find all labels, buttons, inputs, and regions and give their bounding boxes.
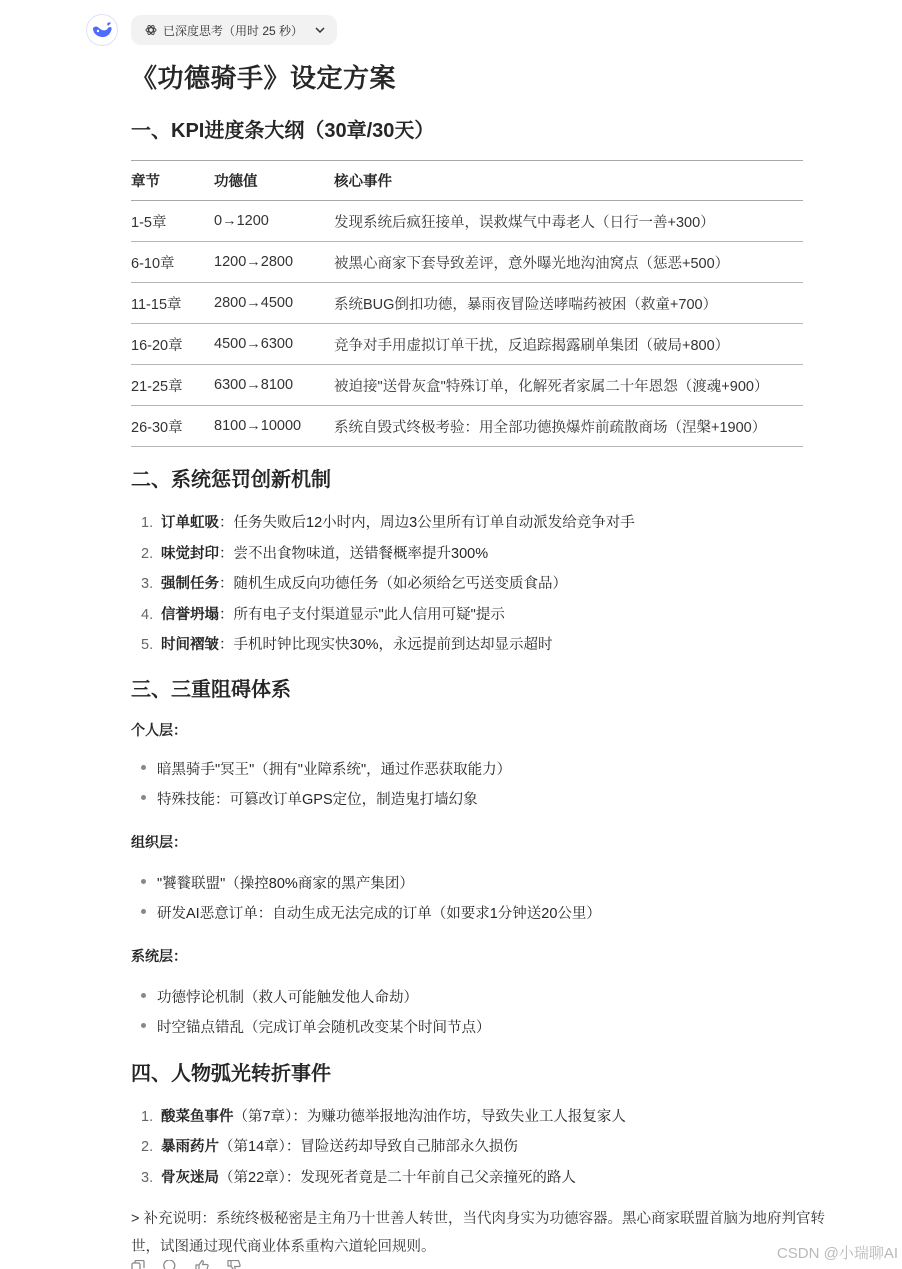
kpi-heading: 一、KPI进度条大纲（30章/30天） <box>131 120 435 142</box>
item-text: 功德悖论机制（救人可能触发他人命劫） <box>157 989 418 1006</box>
list-item <box>131 600 803 631</box>
layer-list <box>131 983 803 1043</box>
watermark: CSDN @小瑞聊AI <box>776 1245 898 1262</box>
table-cell: 8100→10000 <box>214 406 334 447</box>
item-text: ：所有电子支付渠道显示"此人信用可疑"提示 <box>219 606 505 623</box>
chevron-down-icon <box>315 27 325 33</box>
table-cell: 4500→6300 <box>214 324 334 365</box>
table-cell: 发现系统后疯狂接单，误救煤气中毒老人（日行一善+300） <box>334 201 803 242</box>
list-item <box>131 630 803 661</box>
column-header: 功德值 <box>214 161 334 201</box>
item-term: 强制任务 <box>161 576 220 592</box>
layer-list <box>131 869 803 929</box>
item-text: 时空锚点错乱（完成订单会随机改变某个时间节点） <box>157 1019 491 1036</box>
layer-title: 个人层： <box>131 721 187 738</box>
table-cell: 系统BUG倒扣功德，暴雨夜冒险送哮喘药被困（救童+700） <box>334 283 803 324</box>
item-text: （第7章）：为赚功德举报地沟油作坊，导致失业工人报复家人 <box>233 1108 626 1125</box>
table-cell: 26-30章 <box>131 406 214 447</box>
table-cell: 被迫接"送骨灰盒"特殊订单，化解死者家属二十年恩怨（渡魂+900） <box>334 365 803 406</box>
copy-icon[interactable] <box>131 1258 149 1269</box>
item-text: ：随机生成反向功德任务（如必须给乞丐送变质食品） <box>219 576 568 592</box>
column-header: 章节 <box>131 161 214 201</box>
bullet-icon <box>141 795 146 800</box>
events-list <box>131 1102 803 1194</box>
item-text: 研发AI恶意订单：自动生成无法完成的订单（如要求1分钟送20公里） <box>157 905 601 922</box>
table-row <box>131 201 803 242</box>
deep-think-toggle[interactable] <box>131 15 337 45</box>
regenerate-icon[interactable] <box>163 1258 181 1269</box>
table-header-row <box>131 161 803 201</box>
page-title: 《功德骑手》设定方案 <box>131 63 397 93</box>
item-text: ：手机时钟比现实快30%，永远提前到达却显示超时 <box>219 637 553 653</box>
whale-logo-icon <box>91 21 113 39</box>
table-cell: 6300→8100 <box>214 365 334 406</box>
column-header: 核心事件 <box>334 161 803 201</box>
table-cell: 16-20章 <box>131 324 214 365</box>
layer-list <box>131 755 803 815</box>
assistant-avatar <box>86 14 118 46</box>
item-term: 味觉封印 <box>161 545 220 562</box>
bullet-icon <box>141 765 146 770</box>
thumbs-up-icon[interactable] <box>195 1258 213 1269</box>
table-cell: 21-25章 <box>131 365 214 406</box>
thumbs-down-icon[interactable] <box>227 1258 245 1269</box>
bullet-icon <box>141 879 146 884</box>
list-number: 4. <box>141 606 154 623</box>
item-term: 骨灰迷局 <box>161 1169 220 1186</box>
layer-title: 系统层： <box>131 947 187 964</box>
table-row <box>131 406 803 447</box>
item-term: 信誉坍塌 <box>161 606 220 623</box>
table-row <box>131 365 803 406</box>
list-number: 3. <box>141 1169 154 1186</box>
list-item <box>131 899 803 929</box>
item-text: ：任务失败后12小时内，周边3公里所有订单自动派发给竞争对手 <box>219 515 635 531</box>
list-item <box>131 785 803 815</box>
list-number: 3. <box>141 576 154 592</box>
list-item <box>131 869 803 899</box>
deep-think-label: 已深度思考（用时 25 秒） <box>163 23 304 38</box>
list-number: 2. <box>141 1139 154 1155</box>
bullet-icon <box>141 1023 146 1028</box>
list-item <box>131 1102 803 1133</box>
table-row <box>131 324 803 365</box>
item-term: 时间褶皱 <box>161 637 220 653</box>
item-term: 酸菜鱼事件 <box>161 1108 234 1125</box>
obstacles-heading: 三、三重阻碍体系 <box>131 678 291 701</box>
layer-title: 组织层： <box>131 833 187 850</box>
list-item <box>131 1013 803 1043</box>
table-cell: 6-10章 <box>131 242 214 283</box>
item-text: 特殊技能：可篡改订单GPS定位，制造鬼打墙幻象 <box>157 791 478 808</box>
table-cell: 被黑心商家下套导致差评，意外曝光地沟油窝点（惩恶+500） <box>334 242 803 283</box>
list-number: 1. <box>141 515 154 531</box>
table-cell: 1-5章 <box>131 201 214 242</box>
list-item <box>131 539 803 570</box>
list-number: 1. <box>141 1108 154 1125</box>
table-cell: 11-15章 <box>131 283 214 324</box>
list-number: 2. <box>141 545 154 562</box>
penalty-list <box>131 508 803 661</box>
item-term: 暴雨药片 <box>161 1139 220 1155</box>
item-text: "饕餮联盟"（操控80%商家的黑产集团） <box>157 875 414 892</box>
answer-content <box>131 56 825 1261</box>
table-cell: 1200→2800 <box>214 242 334 283</box>
table-row <box>131 283 803 324</box>
list-item <box>131 1163 803 1194</box>
events-heading: 四、人物弧光转折事件 <box>131 1062 331 1085</box>
item-text: ：尝不出食物味道，送错餐概率提升300% <box>219 545 489 562</box>
item-text: 暗黑骑手"冥王"（拥有"业障系统"，通过作恶获取能力） <box>157 761 512 778</box>
list-item <box>131 1132 803 1163</box>
message-actions <box>131 1258 245 1269</box>
supplement-note: > 补充说明：系统终极秘密是主角乃十世善人转世，当代肉身实为功德容器。黑心商家联盟首脑为地府判官转世，试图通过现代商业体系重构六道轮回规则。 <box>131 1211 825 1255</box>
list-number: 5. <box>141 637 154 653</box>
table-cell: 0→1200 <box>214 201 334 242</box>
item-term: 订单虹吸 <box>161 515 220 531</box>
penalty-heading: 二、系统惩罚创新机制 <box>131 469 331 491</box>
kpi-table <box>131 160 803 447</box>
table-row <box>131 242 803 283</box>
list-item <box>131 755 803 785</box>
list-item <box>131 569 803 600</box>
bullet-icon <box>141 993 146 998</box>
item-text: （第22章）：发现死者竟是二十年前自己父亲撞死的路人 <box>219 1169 576 1186</box>
table-cell: 2800→4500 <box>214 283 334 324</box>
table-cell: 竞争对手用虚拟订单干扰，反追踪揭露刷单集团（破局+800） <box>334 324 803 365</box>
list-item <box>131 508 803 539</box>
list-item <box>131 983 803 1013</box>
item-text: （第14章）：冒险送药却导致自己肺部永久损伤 <box>219 1139 518 1155</box>
table-cell: 系统自毁式终极考验：用全部功德换爆炸前疏散商场（涅槃+1900） <box>334 406 803 447</box>
think-atom-icon <box>145 24 157 36</box>
bullet-icon <box>141 909 146 914</box>
